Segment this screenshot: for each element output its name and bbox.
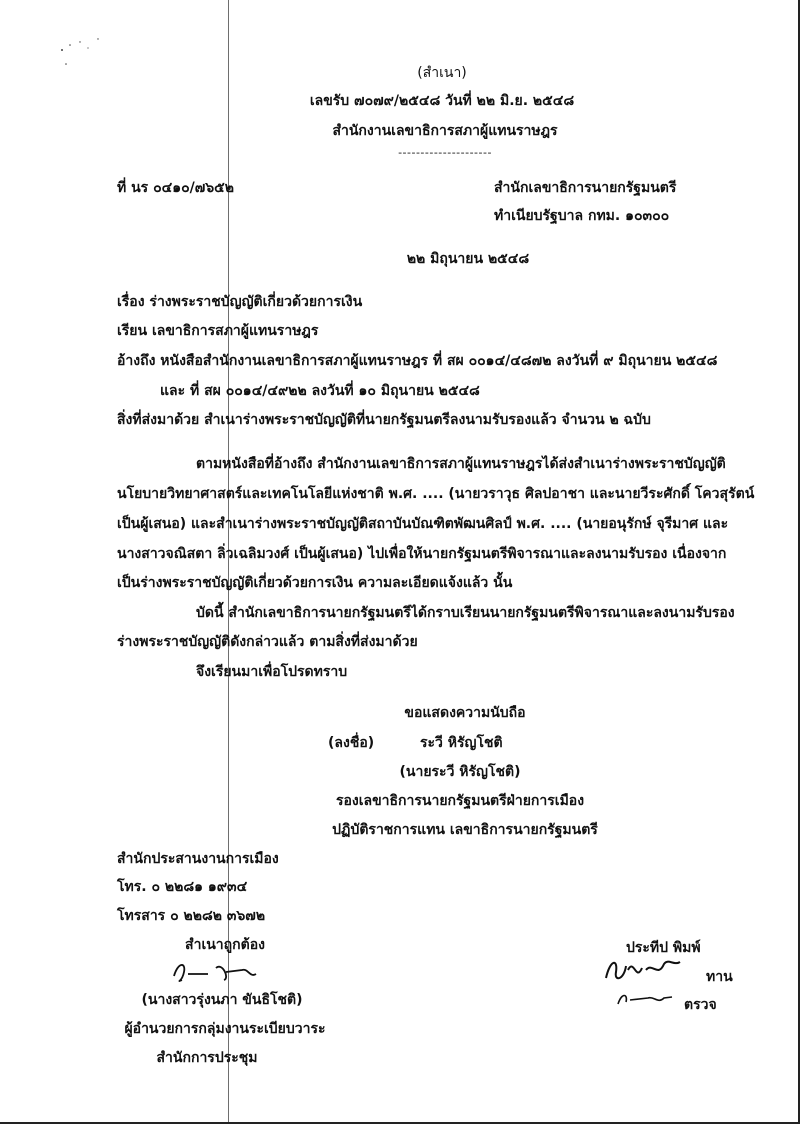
footer-office: สำนักประสานงานการเมือง [117,851,279,867]
signer-title-2: ปฏิบัติราชการแทน เลขาธิการนายกรัฐมนตรี [332,822,598,838]
transcriber-signature [602,952,702,988]
certifier-name: (นางสาวรุ่งนภา ขันธิโชติ) [141,992,303,1008]
sender-office: สำนักเลขาธิการนายกรัฐมนตรี [494,180,677,196]
checker-signature [614,988,678,1010]
body-paragraph-2-line-1: บัดนี้ สำนักเลขาธิการนายกรัฐมนตรีได้กราบเรียนนายกรัฐมนตรีพิจารณาและลงนามรับรอง [196,605,735,621]
certifier-title: ผู้อำนวยการกลุ่มงานระเบียบวาระ [124,1021,326,1037]
signer-title-1: รองเลขาธิการนายกรัฐมนตรีฝ่ายการเมือง [335,793,585,809]
body-paragraph-2-line-2: ร่างพระราชบัญญัติดังกล่าวแล้ว ตามสิ่งที่ส่งมาด้วย [117,634,418,650]
body-paragraph-3: จึงเรียนมาเพื่อโปรดทราบ [196,664,348,680]
typist-label: ประทีป พิมพ์ [626,940,701,956]
reference-line-1: อ้างถึง หนังสือสำนักงานเลขาธิการสภาผู้แทนราษฎร ที่ สผ ๐๐๑๔/๔๘๗๒ ลงวันที่ ๙ มิถุนายน ๒๕๔๘ [117,353,718,369]
receiving-office: สำนักงานเลขาธิการสภาผู้แทนราษฎร [332,123,558,139]
transcribe-label: ทาน [706,969,733,985]
subject-line: เรื่อง ร่างพระราชบัญญัติเกี่ยวด้วยการเงิน [117,294,363,310]
scan-specks [58,36,108,76]
certifier-signature [168,958,288,986]
certified-label: สำเนาถูกต้อง [185,937,265,953]
signed-name: ระวี หิรัญโชติ [420,735,503,751]
recipient-line: เรียน เลขาธิการสภาผู้แทนราษฎร [117,323,319,339]
receipt-line: เลขรับ ๗๐๗๙/๒๕๔๘ วันที่ ๒๒ มิ.ย. ๒๕๔๘ [309,93,575,109]
sender-address: ทำเนียบรัฐบาล กทม. ๑๐๓๐๐ [494,208,670,224]
copy-label: (สำเนา) [417,65,467,81]
footer-fax: โทรสาร ๐ ๒๒๘๒ ๓๖๗๒ [117,908,266,924]
closing-salutation: ขอแสดงความนับถือ [404,705,526,721]
check-label: ตรวจ [684,997,717,1013]
body-paragraph-1-line-2: นโยบายวิทยาศาสตร์และเทคโนโลยีแห่งชาติ พ.ศ. .... (นายวราวุธ ศิลปอาชา และนายวีระศักดิ์ โควสุรัตน์ [117,486,755,502]
body-paragraph-1-line-4: นางสาวจณิสตา ลิ่วเฉลิมวงศ์ เป็นผู้เสนอ) ไปเพื่อให้นายกรัฐมนตรีพิจารณาและลงนามรับรอง เนื่องจาก [117,546,727,562]
body-paragraph-1-line-1: ตามหนังสือที่อ้างถึง สำนักงานเลขาธิการสภาผู้แทนราษฎรได้ส่งสำเนาร่างพระราชบัญญัติ [196,456,726,472]
doc-number: ที่ นร ๐๔๑๐/๗๖๕๒ [117,180,234,196]
certifier-office: สำนักการประชุม [156,1050,258,1066]
reference-line-2: และ ที่ สผ ๐๐๑๔/๔๙๒๒ ลงวันที่ ๑๐ มิถุนายน ๒๕๔๘ [160,383,480,399]
signed-label: (ลงชื่อ) [328,735,375,751]
header-separator: --------------------- [398,146,492,159]
body-paragraph-1-line-5: เป็นร่างพระราชบัญญัติเกี่ยวด้วยการเงิน ความละเอียดแจ้งแล้ว นั้น [117,575,513,591]
printed-name: (นายระวี หิรัญโชติ) [399,764,521,780]
letter-date: ๒๒ มิถุนายน ๒๕๔๘ [406,251,530,267]
body-paragraph-1-line-3: เป็นผู้เสนอ) และสำเนาร่างพระราชบัญญัติสถาบันบัณฑิตพัฒนศิลป์ พ.ศ. .... (นายอนุรักษ์ จุรีมาศ และ [117,516,729,532]
enclosure-line: สิ่งที่ส่งมาด้วย สำเนาร่างพระราชบัญญัติที่นายกรัฐมนตรีลงนามรับรองแล้ว จำนวน ๒ ฉบับ [117,412,651,428]
footer-tel: โทร. ๐ ๒๒๘๑ ๑๙๓๔ [117,879,248,895]
